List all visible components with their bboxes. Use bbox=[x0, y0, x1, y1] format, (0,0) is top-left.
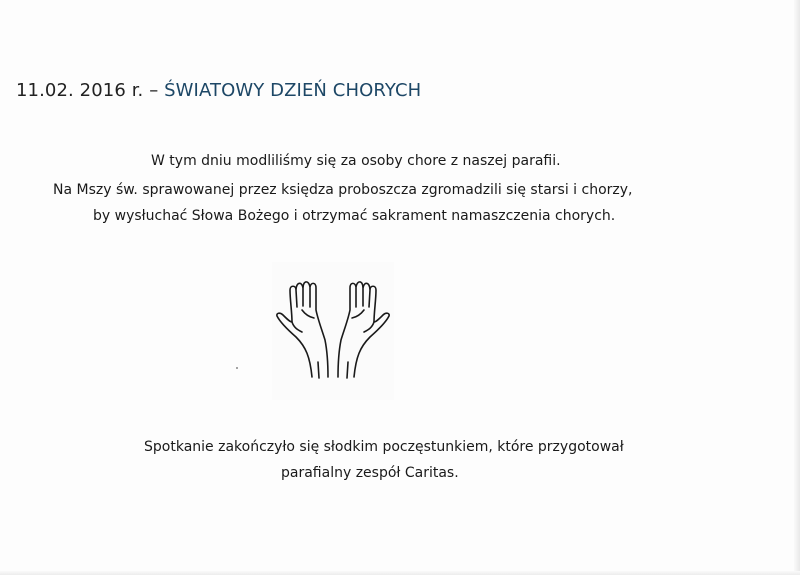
page-title bbox=[16, 80, 421, 101]
intro-line-1: W tym dniu modliliśmy się za osoby chore z naszej parafii. bbox=[151, 153, 561, 169]
scan-edge-right bbox=[794, 0, 800, 575]
intro-line-3: by wysłuchać Słowa Bożego i otrzymać sakrament namaszczenia chorych. bbox=[93, 208, 616, 224]
closing-line-1: Spotkanie zakończyło się słodkim poczęstunkiem, które przygotował bbox=[144, 439, 624, 455]
scan-edge-bottom bbox=[0, 571, 800, 575]
title-text: ŚWIATOWY DZIEŃ CHORYCH bbox=[164, 80, 422, 101]
hands-illustration bbox=[272, 262, 394, 400]
scan-speck bbox=[236, 367, 238, 369]
praying-open-hands-icon bbox=[272, 262, 394, 400]
intro-line-2: Na Mszy św. sprawowanej przez księdza proboszcza zgromadzili się starsi i chorzy, bbox=[53, 182, 633, 198]
title-date: 11.02. 2016 r. – bbox=[16, 80, 165, 101]
closing-line-2: parafialny zespół Caritas. bbox=[281, 465, 459, 481]
